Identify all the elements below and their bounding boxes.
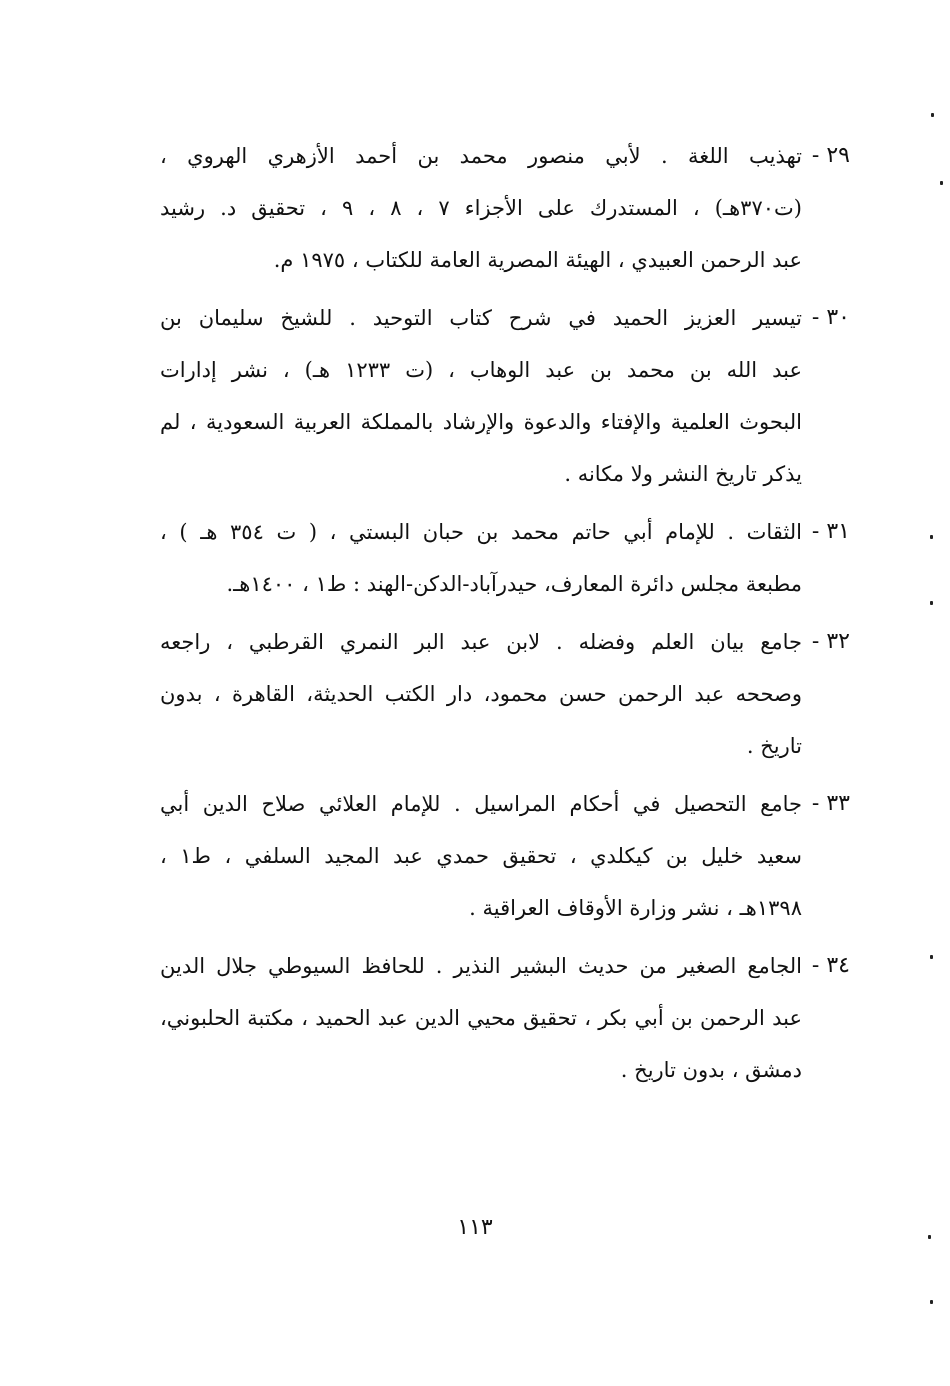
bibliography-entry-30: [160, 292, 850, 500]
entry-line: جامع بيان العلم وفضله . لابن عبد البر النمري القرطبي ، راجعه: [160, 630, 802, 654]
entry-line: وصححه عبد الرحمن حسن محمود، دار الكتب الحديثة، القاهرة ، بدون: [160, 682, 802, 706]
entry-line: (ت٣٧٠هـ) ، المستدرك على الأجزاء ٧ ، ٨ ، ٩ ، تحقيق د. رشيد: [160, 196, 802, 220]
scan-speck: [940, 181, 943, 185]
page-number: ١١٣: [457, 1215, 493, 1240]
entry-line: عبد الله بن محمد بن عبد الوهاب ، (ت ١٢٣٣ هـ) ، نشر إدارات: [160, 358, 802, 382]
scan-speck: [930, 535, 933, 539]
entry-line: تيسير العزيز الحميد في شرح كتاب التوحيد . للشيخ سليمان بن: [160, 306, 802, 330]
entry-number: ٣٤ -: [811, 953, 850, 978]
entry-text: [160, 940, 802, 1096]
entry-text: [160, 778, 802, 934]
entry-line: الجامع الصغير من حديث البشير النذير . للحافظ السيوطي جلال الدين: [160, 954, 802, 978]
entry-number: ٣١ -: [811, 519, 850, 544]
entry-text: [160, 292, 802, 500]
bibliography-list: [160, 130, 850, 1096]
bibliography-entry-33: [160, 778, 850, 934]
entry-line: دمشق ، بدون تاريخ .: [620, 1058, 802, 1082]
scan-speck: [930, 601, 933, 605]
entry-line: ١٣٩٨هـ ، نشر وزارة الأوقاف العراقية .: [469, 896, 802, 920]
bibliography-entry-34: [160, 940, 850, 1096]
entry-line: يذكر تاريخ النشر ولا مكانه .: [564, 462, 802, 486]
bibliography-entry-29: [160, 130, 850, 286]
entry-line: الثقات . للإمام أبي حاتم محمد بن حبان البستي ، ( ت ٣٥٤ هـ ) ،: [160, 520, 802, 544]
entry-line: البحوث العلمية والإفتاء والدعوة والإرشاد بالمملكة العربية السعودية ، لم: [160, 410, 802, 434]
scan-speck: [928, 1235, 931, 1239]
scan-speck: [930, 1300, 933, 1304]
scan-speck: [930, 955, 933, 959]
entry-number: ٣٠ -: [811, 305, 850, 330]
entry-line: مطبعة مجلس دائرة المعارف، حيدرآباد-الدكن-الهند : ط١ ، ١٤٠٠هـ.: [226, 572, 802, 596]
entry-text: [160, 616, 802, 772]
scan-speck: [931, 113, 934, 117]
entry-line: سعيد خليل بن كيكلدي ، تحقيق حمدي عبد المجيد السلفي ، ط١ ،: [160, 844, 802, 868]
entry-number: ٣٢ -: [811, 629, 850, 654]
entry-text: [160, 506, 802, 610]
bibliography-entry-31: [160, 506, 850, 610]
entry-number: ٢٩ -: [811, 143, 850, 168]
entry-line: تهذيب اللغة . لأبي منصور محمد بن أحمد الأزهري الهروي ،: [160, 144, 802, 168]
entry-line: تاريخ .: [746, 734, 802, 758]
entry-number: ٣٣ -: [811, 791, 850, 816]
entry-line: عبد الرحمن العبيدي ، الهيئة المصرية العامة للكتاب ، ١٩٧٥ م.: [273, 248, 802, 272]
entry-line: عبد الرحمن بن أبي بكر ، تحقيق محيي الدين عبد الحميد ، مكتبة الحلبوني،: [160, 1006, 802, 1030]
entry-text: [160, 130, 802, 286]
bibliography-entry-32: [160, 616, 850, 772]
entry-line: جامع التحصيل في أحكام المراسيل . للإمام العلائي صلاح الدين أبي: [160, 792, 802, 816]
